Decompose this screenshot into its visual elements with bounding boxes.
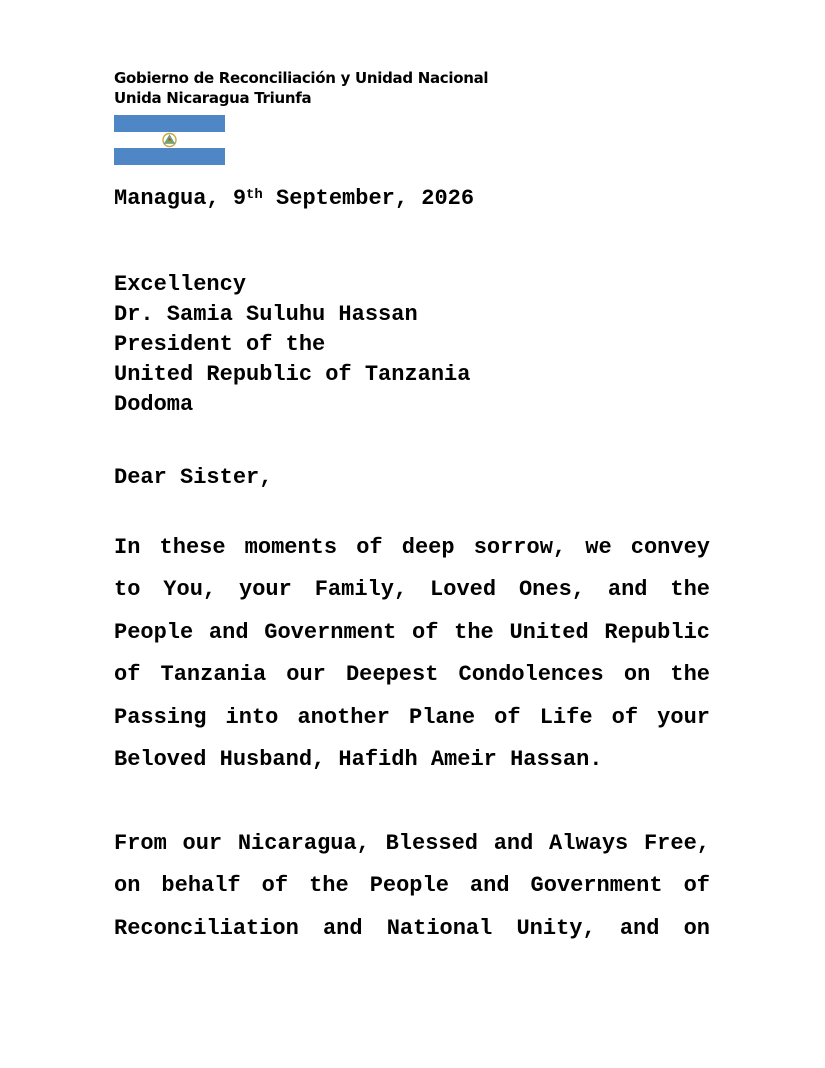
address-line: Dodoma xyxy=(114,392,194,417)
paragraph-line: Reconciliation and National Unity, and on xyxy=(114,915,710,941)
paragraph-line: of Tanzania our Deepest Condolences on the xyxy=(114,662,710,688)
paragraph-line: People and Government of the United Republic xyxy=(114,619,710,645)
letterhead xyxy=(114,68,488,108)
address-line: Dr. Samia Suluhu Hassan xyxy=(114,302,418,327)
condolence-paragraph xyxy=(114,527,710,781)
letterhead-motto: Unida Nicaragua Triunfa xyxy=(114,89,312,107)
address-line: United Republic of Tanzania xyxy=(114,362,471,387)
letter-date xyxy=(114,184,474,214)
recipient-address xyxy=(114,270,470,420)
paragraph-line: Passing into another Plane of Life of your xyxy=(114,704,710,730)
paragraph-line: From our Nicaragua, Blessed and Always Free, xyxy=(114,831,710,856)
nicaragua-flag-icon xyxy=(114,115,225,165)
date-month-year: September, 2026 xyxy=(262,186,475,211)
letterhead-government: Gobierno de Reconciliación y Unidad Nacional xyxy=(114,69,489,87)
address-line: Excellency xyxy=(114,272,247,297)
paragraph-line: to You, your Family, Loved Ones, and the xyxy=(114,577,710,603)
date-city-day: Managua, 9 xyxy=(114,186,247,211)
salutation: Dear Sister, xyxy=(114,465,273,490)
paragraph-line: Beloved Husband, Hafidh Ameir Hassan. xyxy=(114,746,603,772)
address-line: President of the xyxy=(114,332,326,357)
paragraph-line: on behalf of the People and Government of xyxy=(114,873,710,899)
behalf-paragraph xyxy=(114,823,710,950)
date-ordinal: th xyxy=(246,187,263,203)
paragraph-line: In these moments of deep sorrow, we convey xyxy=(114,535,710,560)
coat-of-arms-icon xyxy=(114,115,225,165)
